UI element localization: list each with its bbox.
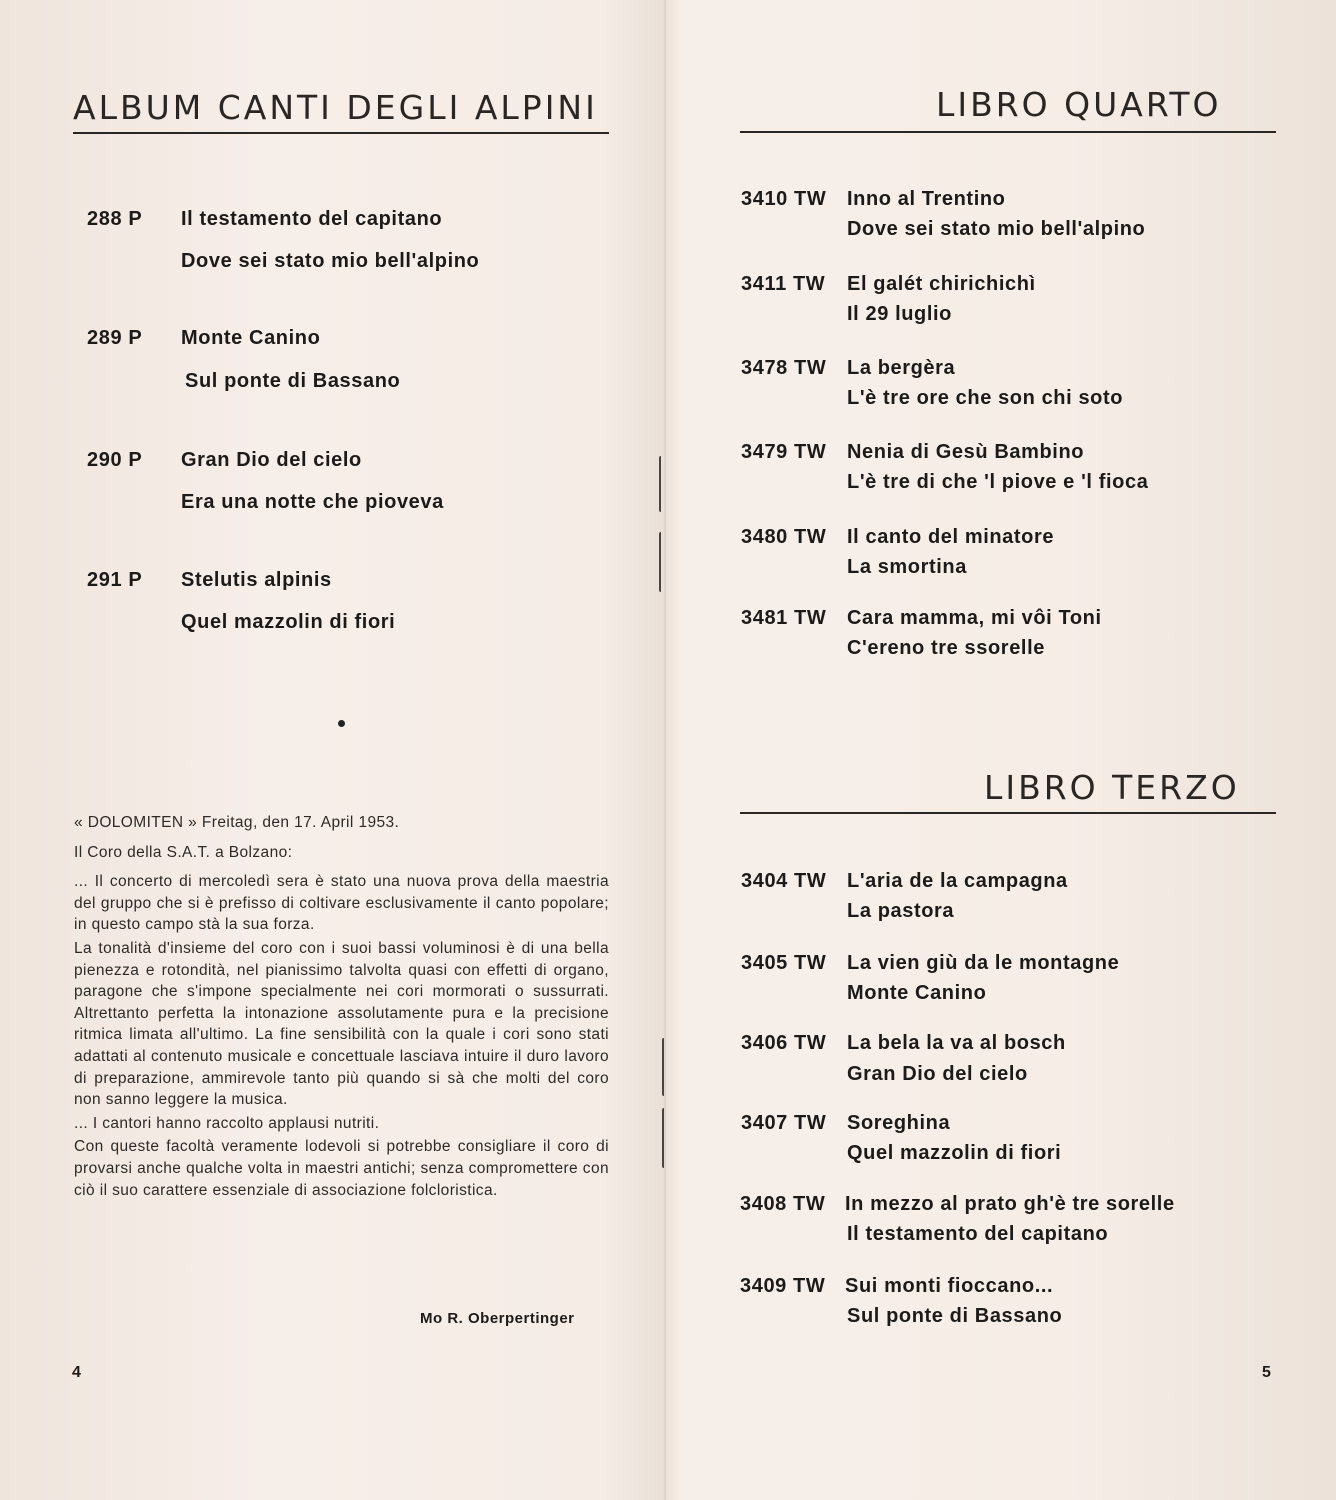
left-page-title: ALBUM CANTI DEGLI ALPINI [73, 88, 598, 127]
entry-title-2: Il testamento del capitano [847, 1223, 1109, 1245]
entry-title-2: L'è tre di che 'l piove e 'l fioca [847, 471, 1149, 493]
article-paragraph: La tonalità d'insieme del coro con i suoi bassi voluminosi è di una bella pienezza e rotondità, nel pianissimo talvolta quasi con effetti di organo, paragone che s'impone specialmente nei cori mormorati o sussurrati. Altrettanto perfetta la intonazione assolutamente pura e la precisione ritmica limata all'ultimo. La fine sensibilità con la quale i cori sono stati adattati al contenuto musicale e concettuale lasciava intuire il duro lavoro di preparazione, ammirevole tanto più quando si sà che molti del coro non sanno leggere la musica. [74, 939, 609, 1109]
entry-title-2: Gran Dio del cielo [847, 1063, 1028, 1085]
entry-title-1: Sui monti fioccano... [845, 1275, 1054, 1297]
entry-title-2: Sul ponte di Bassano [185, 370, 401, 392]
entry-title-2: Il 29 luglio [847, 303, 952, 325]
entry-title-2: C'ereno tre ssorelle [847, 637, 1045, 659]
entry-code: 3480 TW [741, 526, 827, 548]
entry-title-2: Dove sei stato mio bell'alpino [181, 250, 480, 272]
entry-title-1: El galét chirichichì [847, 273, 1036, 295]
entry-code: 289 P [87, 327, 143, 349]
section-title-libro-quarto: LIBRO QUARTO [936, 85, 1222, 124]
entry-code: 288 P [87, 208, 143, 230]
entry-title-1: Il testamento del capitano [181, 208, 443, 230]
entry-title-2: Quel mazzolin di fiori [181, 611, 396, 633]
entry-code: 3405 TW [741, 952, 827, 974]
entry-title-1: Inno al Trentino [847, 188, 1006, 210]
entry-code: 3411 TW [741, 273, 826, 295]
entry-title-2: La smortina [847, 556, 967, 578]
entry-title-1: La vien giù da le montagne [847, 952, 1120, 974]
entry-title-2: La pastora [847, 900, 955, 922]
entry-code: 3404 TW [741, 870, 827, 892]
entry-title-1: Soreghina [847, 1112, 951, 1134]
entry-title-2: Dove sei stato mio bell'alpino [847, 218, 1146, 240]
entry-code: 290 P [87, 449, 143, 471]
entry-code: 3481 TW [741, 607, 827, 629]
entry-code: 291 P [87, 569, 143, 591]
entry-title-1: Stelutis alpinis [181, 569, 332, 591]
article-source: « DOLOMITEN » Freitag, den 17. April 1953. [74, 814, 400, 831]
entry-title-1: La bergèra [847, 357, 956, 379]
entry-code: 3479 TW [741, 441, 827, 463]
right-page [668, 0, 1336, 1500]
entry-title-2: Quel mazzolin di fiori [847, 1142, 1062, 1164]
article-paragraph: ... Il concerto di mercoledì sera è stato una nuova prova della maestria del gruppo che si è prefisso di coltivare esclusivamente il canto popolare; in questo campo stà la sua forza. [74, 873, 609, 934]
article-headline: Il Coro della S.A.T. a Bolzano: [74, 843, 293, 861]
decorative-dot [338, 720, 345, 727]
left-title-rule [73, 132, 609, 134]
entry-title-1: L'aria de la campagna [847, 870, 1068, 892]
libro-quarto-rule [740, 131, 1276, 133]
entry-title-1: Nenia di Gesù Bambino [847, 441, 1085, 463]
entry-title-2: Monte Canino [847, 982, 987, 1004]
entry-title-2: Era una notte che pioveva [181, 491, 444, 513]
section-title-libro-terzo: LIBRO TERZO [984, 768, 1240, 807]
entry-title-1: Gran Dio del cielo [181, 449, 362, 471]
page-number-left: 4 [72, 1364, 81, 1381]
entry-title-1: Cara mamma, mi vôi Toni [847, 607, 1102, 629]
entry-code: 3406 TW [741, 1032, 827, 1054]
article-signature: Mo R. Oberpertinger [420, 1310, 575, 1327]
libro-terzo-rule [740, 812, 1276, 814]
entry-title-2: L'è tre ore che son chi soto [847, 387, 1124, 409]
left-page [0, 0, 665, 1500]
entry-title-1: Monte Canino [181, 327, 321, 349]
page-number-right: 5 [1262, 1364, 1271, 1381]
entry-code: 3410 TW [741, 188, 827, 210]
entry-title-1: La bela la va al bosch [847, 1032, 1066, 1054]
entry-title-1: Il canto del minatore [847, 526, 1055, 548]
entry-code: 3409 TW [740, 1275, 826, 1297]
press-review-article [74, 812, 609, 1201]
article-paragraph: ... I cantori hanno raccolto applausi nutriti. [74, 1114, 380, 1132]
article-paragraph: Con queste facoltà veramente lodevoli si potrebbe consigliare il coro di provarsi anche qualche volta in maestri antichi; senza compromettere con ciò il suo carattere essenziale di associazione folcloristica. [74, 1138, 609, 1199]
entry-title-2: Sul ponte di Bassano [847, 1305, 1063, 1327]
entry-code: 3478 TW [741, 357, 827, 379]
entry-title-1: In mezzo al prato gh'è tre sorelle [845, 1193, 1175, 1215]
entry-code: 3407 TW [741, 1112, 827, 1134]
entry-code: 3408 TW [740, 1193, 826, 1215]
